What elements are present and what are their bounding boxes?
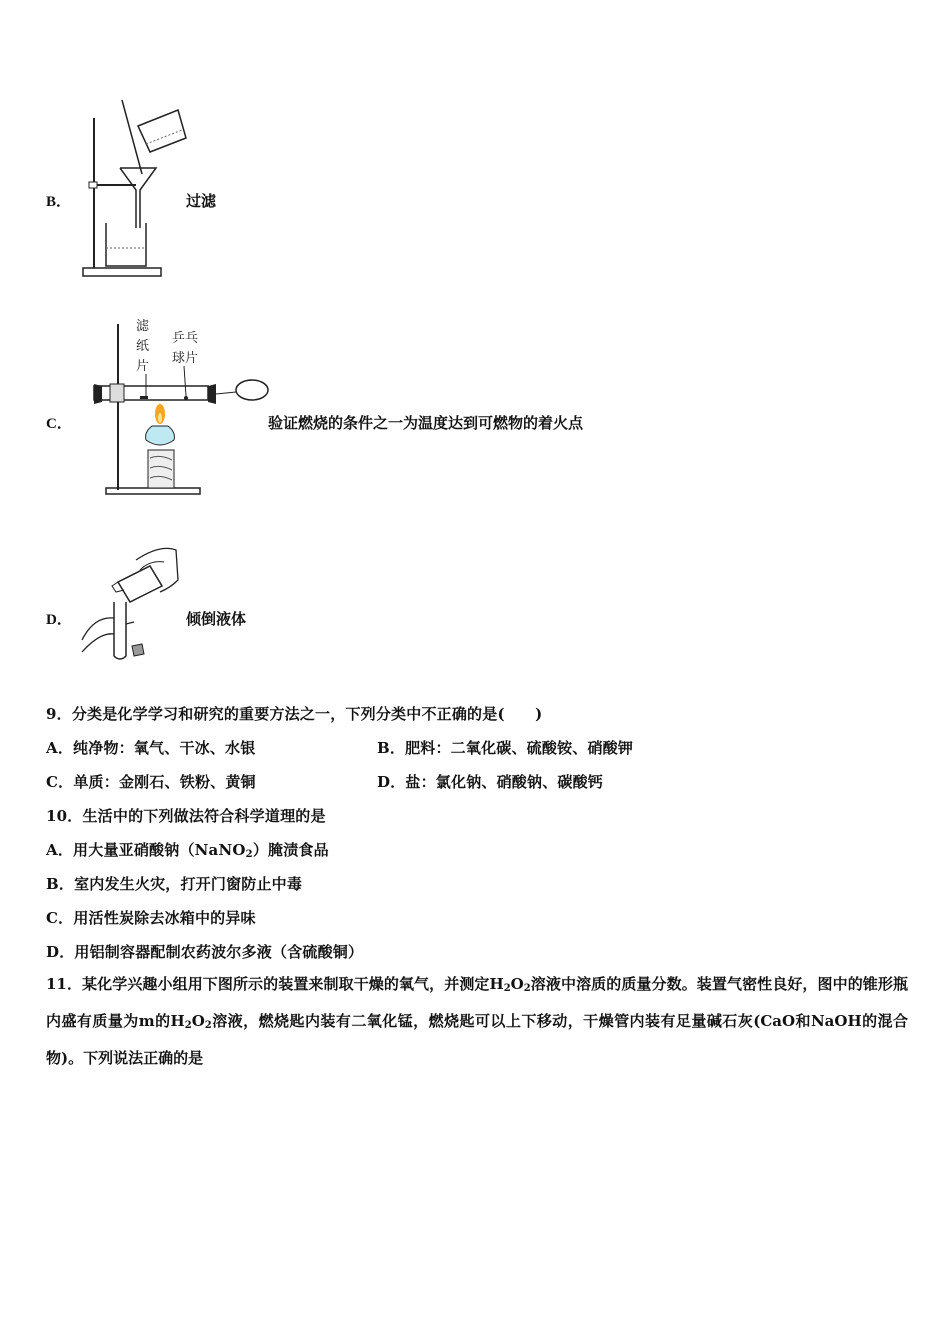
q10-option-d: D．用铝制容器配制农药波尔多液（含硫酸铜） (46, 943, 364, 961)
q11-sub-3: 2 (184, 1020, 192, 1031)
option-c-letter: C． (46, 416, 72, 432)
ball-label-1: 乒乓 (172, 331, 199, 346)
q10-option-b: B．室内发生火灾，打开门窗防止中毒 (46, 875, 303, 893)
q9-option-b: B．肥料：二氧化碳、硫酸铵、硝酸钾 (377, 739, 634, 757)
q11-text-5: 溶液，燃烧匙内装有二氧化锰，燃烧匙可以上下移动，干燥管内装有足量碱石灰(CaO和NaOH的混合物)。下列说法正确的是 (46, 1012, 909, 1067)
option-c-caption: 验证燃烧的条件之一为温度达到可燃物的着火点 (268, 414, 584, 432)
q10-option-c: C．用活性炭除去冰箱中的异味 (46, 909, 256, 927)
q11-text-2: O (510, 975, 524, 993)
q11-sub-4: 2 (204, 1020, 212, 1031)
q10-a-post: ）腌渍食品 (252, 841, 329, 859)
q11-sub-2: 2 (523, 983, 531, 994)
q11-sub-1: 2 (503, 983, 511, 994)
combustion-diagram (90, 314, 270, 500)
q10-a-sub: 2 (245, 849, 253, 860)
q9-option-c: C．单质：金刚石、铁粉、黄铜 (46, 773, 256, 791)
paper-label-1: 滤 (136, 319, 150, 334)
q11-stem (46, 966, 908, 1077)
q11-text-1: 11．某化学兴趣小组用下图所示的装置来制取干燥的氧气，并测定H (46, 975, 504, 993)
q10-a-pre: A．用大量亚硝酸钠（NaNO (46, 841, 246, 859)
option-b-caption: 过滤 (186, 192, 217, 210)
ball-label-2: 球片 (172, 351, 199, 366)
q9-stem: 9．分类是化学学习和研究的重要方法之一，下列分类中不正确的是( ) (46, 705, 543, 723)
pouring-diagram (80, 540, 184, 666)
paper-label-2: 纸 (136, 339, 150, 354)
q9-option-d: D．盐：氯化钠、硝酸钠、碳酸钙 (377, 773, 604, 791)
paper-label-3: 片 (136, 359, 150, 374)
option-d-letter: D． (46, 612, 72, 628)
option-b-letter: B． (46, 194, 72, 210)
q10-stem: 10．生活中的下列做法符合科学道理的是 (46, 807, 326, 825)
q11-text-3: 溶液中溶质的质量分数。装置气密性良好，图中的锥形瓶内盛有质量为m的H (46, 975, 908, 1030)
option-d-caption: 倾倒液体 (186, 610, 247, 628)
q10-option-a (46, 839, 329, 860)
q9-option-a: A．纯净物：氧气、干冰、水银 (46, 739, 256, 757)
q11-text-4: O (191, 1012, 205, 1030)
filtration-diagram (80, 98, 190, 280)
